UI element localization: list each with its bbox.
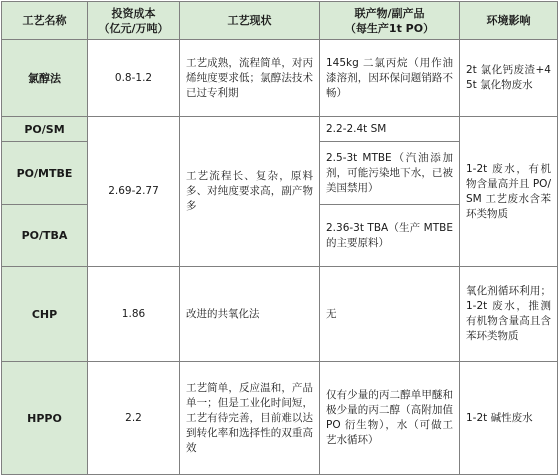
environment-chp: 氧化剂循环利用；1-2t 废水，推测有机物含量高且含苯环类物质: [460, 267, 558, 362]
header-byproducts: [320, 2, 460, 40]
environment-co-oxidation-group: 1-2t 废水，有机物含量高并且 PO/SM 工艺废水含苯环类物质: [460, 117, 558, 267]
process-name-po-mtbe: PO/MTBE: [2, 142, 88, 205]
header-environment: 环境影响: [460, 2, 558, 40]
byproduct-hppo: 仅有少量的丙二醇单甲醚和极少量的丙二醇（高附加值 PO 衍生物），水（可做工艺水循环）: [320, 362, 460, 475]
process-name-hppo: HPPO: [2, 362, 88, 475]
header-row: [2, 2, 558, 40]
byproduct-chlorohydrin: 145kg 二氯丙烷（用作油漆溶剂，因环保问题销路不畅）: [320, 40, 460, 117]
cost-chlorohydrin: 0.8-1.2: [88, 40, 180, 117]
byproduct-po-sm: 2.2-2.4t SM: [320, 117, 460, 142]
table-row-chlorohydrin: [2, 40, 558, 117]
header-byproducts-line1: 联产物/副产品: [354, 6, 425, 20]
cost-chp: 1.86: [88, 267, 180, 362]
byproduct-po-tba: 2.36-3t TBA（生产 MTBE 的主要原料）: [320, 205, 460, 267]
process-name-chp: CHP: [2, 267, 88, 362]
process-comparison-table: [1, 1, 558, 475]
byproduct-chp: 无: [320, 267, 460, 362]
header-investment-cost: [88, 2, 180, 40]
status-chp: 改进的共氧化法: [180, 267, 320, 362]
environment-chlorohydrin: 2t 氯化钙废渣+45t 氯化物废水: [460, 40, 558, 117]
process-name-po-tba: PO/TBA: [2, 205, 88, 267]
table-row-hppo: [2, 362, 558, 475]
status-hppo: 工艺简单，反应温和，产品单一；但是工业化时间短，工艺有待完善，目前难以达到转化率和选择性的双重高效: [180, 362, 320, 475]
header-investment-cost-line2: （亿元/万吨）: [98, 21, 169, 35]
status-co-oxidation-group: 工艺流程长、复杂，原料多、对纯度要求高，副产物多: [180, 117, 320, 267]
table-row-po-sm: [2, 117, 558, 142]
header-status: 工艺现状: [180, 2, 320, 40]
header-process-name: 工艺名称: [2, 2, 88, 40]
environment-hppo: 1-2t 碱性废水: [460, 362, 558, 475]
cost-hppo: 2.2: [88, 362, 180, 475]
status-chlorohydrin: 工艺成熟，流程简单，对丙烯纯度要求低；氯醇法技术已过专利期: [180, 40, 320, 117]
table-row-chp: [2, 267, 558, 362]
header-byproducts-line2: （每生产1t PO）: [344, 21, 435, 35]
process-name-po-sm: PO/SM: [2, 117, 88, 142]
byproduct-po-mtbe: 2.5-3t MTBE（汽油添加剂，可能污染地下水，已被美国禁用）: [320, 142, 460, 205]
cost-co-oxidation-group: 2.69-2.77: [88, 117, 180, 267]
header-investment-cost-line1: 投资成本: [111, 6, 156, 20]
process-name-chlorohydrin: 氯醇法: [2, 40, 88, 117]
